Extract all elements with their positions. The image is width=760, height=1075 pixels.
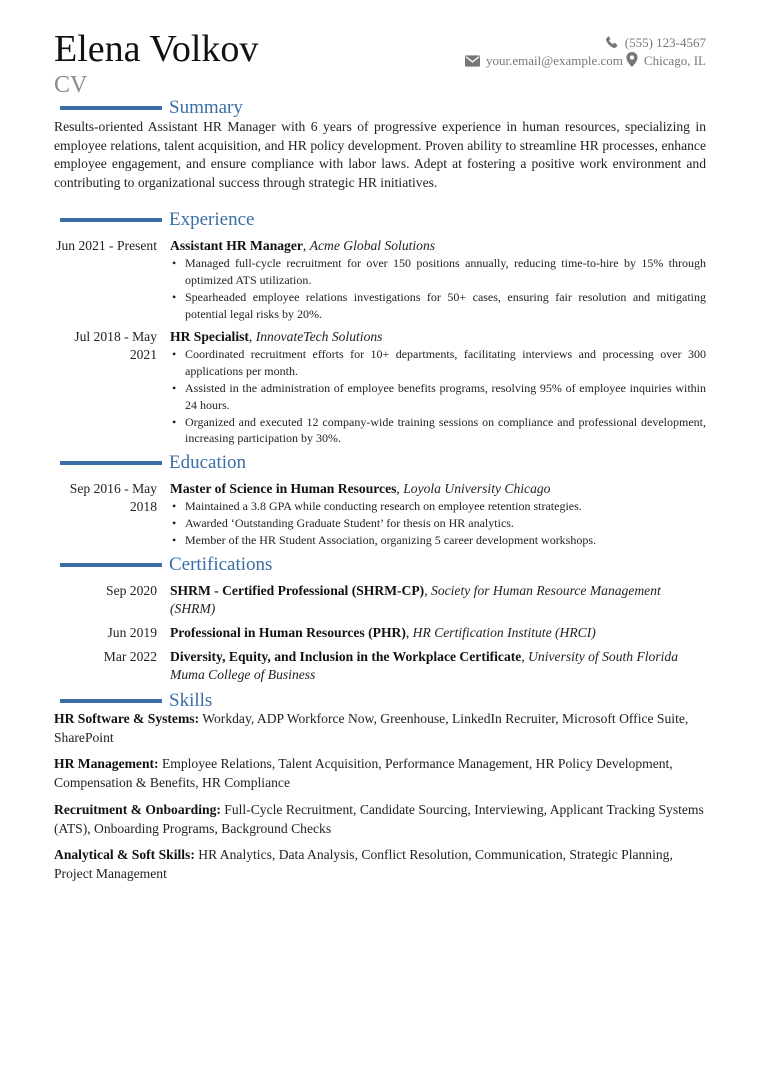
entry-body	[170, 328, 706, 447]
section-title: Experience	[169, 209, 255, 230]
contact-phone[interactable]	[465, 34, 706, 52]
contact-block	[465, 34, 706, 70]
entry-heading: Assistant HR Manager, Acme Global Solutions	[170, 238, 436, 253]
section-rule	[60, 461, 162, 465]
certification-issuer: University of South Florida Muma College of Business	[170, 649, 679, 683]
certification-issuer: HR Certification Institute (HRCI)	[412, 625, 596, 640]
entry-date: Sep 2020	[106, 583, 157, 598]
skill-label: HR Software & Systems:	[54, 711, 200, 726]
skill-value: HR Analytics, Data Analysis, Conflict Resolution, Communication, Strategic Planning, Project Management	[54, 847, 673, 881]
location-text: Chicago, IL	[643, 53, 706, 68]
skill-label: Recruitment & Onboarding:	[54, 802, 221, 817]
entry-date: Mar 2022	[103, 649, 157, 664]
bullet-item: • Maintained a 3.8 GPA while conducting research on employee retention strategies.	[170, 498, 706, 515]
bullet-list	[170, 498, 706, 548]
bullet-item: • Member of the HR Student Association, organizing 5 career development workshops.	[170, 532, 706, 549]
entry-heading: Master of Science in Human Resources, Loyola University Chicago	[170, 481, 551, 496]
cv-header	[54, 28, 706, 98]
entry-heading: SHRM - Certified Professional (SHRM-CP), Society for Human Resource Management (SHRM)	[170, 583, 661, 617]
entry-date: Jul 2018 - May 2021	[74, 329, 157, 363]
section-title: Certifications	[169, 554, 273, 575]
skill-row	[54, 710, 706, 747]
bullet-item: • Assisted in the administration of employee benefits programs, resolving 95% of employee inquiries within 24 hours.	[170, 380, 706, 414]
company-name: InnovateTech Solutions	[255, 329, 383, 344]
entry-body	[170, 582, 706, 619]
bullet-list	[170, 255, 706, 322]
skill-value: Full-Cycle Recruitment, Candidate Sourcing, Interviewing, Applicant Tracking Systems (ATS), Onboarding Programs, Background Checks	[54, 802, 704, 836]
skill-label: HR Management:	[54, 756, 159, 771]
bullet-item: • Organized and executed 12 company-wide training sessions on compliance and professional development, increasing participation by 30%.	[170, 414, 706, 448]
section-title: Skills	[169, 690, 213, 711]
certification-issuer: Society for Human Resource Management (SHRM)	[170, 583, 661, 617]
job-title: Assistant HR Manager	[170, 238, 303, 253]
entry-heading: HR Specialist, InnovateTech Solutions	[170, 329, 383, 344]
company-name: Acme Global Solutions	[309, 238, 436, 253]
email-text: your.email@example.com	[486, 53, 623, 68]
phone-icon	[605, 35, 619, 49]
skill-row	[54, 801, 706, 838]
school-name: Loyola University Chicago	[403, 481, 551, 496]
phone-text: (555) 123-4567	[624, 35, 706, 50]
skill-row	[54, 755, 706, 792]
certification-name: SHRM - Certified Professional (SHRM-CP)	[170, 583, 425, 598]
skill-label: Analytical & Soft Skills:	[54, 847, 195, 862]
job-title: HR Specialist	[170, 329, 249, 344]
certification-name: Diversity, Equity, and Inclusion in the Workplace Certificate	[170, 649, 522, 664]
entry-body	[170, 648, 706, 685]
entry-date: Jun 2019	[107, 625, 157, 640]
bullet-item: • Spearheaded employee relations investigations for 50+ cases, ensuring fair resolution and mitigating potential legal risks by 20%.	[170, 289, 706, 323]
entry-date: Sep 2016 - May 2018	[69, 481, 157, 515]
skill-value: Workday, ADP Workforce Now, Greenhouse, LinkedIn Recruiter, Microsoft Office Suite, SharePoint	[54, 711, 689, 745]
person-name: Elena Volkov	[54, 28, 259, 70]
entry-body	[170, 237, 706, 323]
certification-name: Professional in Human Resources (PHR)	[170, 625, 406, 640]
entry-date: Jun 2021 - Present	[56, 238, 157, 253]
skill-row	[54, 846, 706, 883]
bullet-item: • Managed full-cycle recruitment for over 150 positions annually, reducing time-to-hire by 15% through optimized ATS utilization.	[170, 255, 706, 289]
entry-body	[170, 624, 706, 642]
map-pin-icon	[626, 52, 638, 67]
bullet-item: • Awarded ‘Outstanding Graduate Student’ for thesis on HR analytics.	[170, 515, 706, 532]
entry-body	[170, 480, 706, 549]
degree-name: Master of Science in Human Resources	[170, 481, 397, 496]
entry-heading: Diversity, Equity, and Inclusion in the Workplace Certificate, University of South Florida Muma College of Business	[170, 649, 679, 683]
section-rule	[60, 218, 162, 222]
section-title: Summary	[169, 97, 243, 118]
document-subtitle: CV	[54, 72, 88, 98]
section-rule	[60, 106, 162, 110]
section-rule	[60, 563, 162, 567]
entry-heading: Professional in Human Resources (PHR), HR Certification Institute (HRCI)	[170, 625, 596, 640]
section-title: Education	[169, 452, 247, 473]
envelope-icon	[465, 55, 480, 67]
bullet-item: • Coordinated recruitment efforts for 10+ departments, facilitating interviews and processing over 300 applications per month.	[170, 346, 706, 380]
section-rule	[60, 699, 162, 703]
contact-email[interactable]	[465, 53, 623, 68]
summary-text: Results-oriented Assistant HR Manager with 6 years of progressive experience in human resources, specializing in employee relations, talent acquisition, and HR policy development. Proven ability to streamline HR processes, enhance employee engagement, and ensure compliance with labor laws. Adept at fostering a positive work environment and contributing to organizational success through strategic HR initiatives.	[54, 119, 706, 190]
bullet-list	[170, 346, 706, 447]
contact-email-location	[465, 52, 706, 70]
skill-value: Employee Relations, Talent Acquisition, Performance Management, HR Policy Development, Compensation & Benefits, HR Compliance	[54, 756, 673, 790]
